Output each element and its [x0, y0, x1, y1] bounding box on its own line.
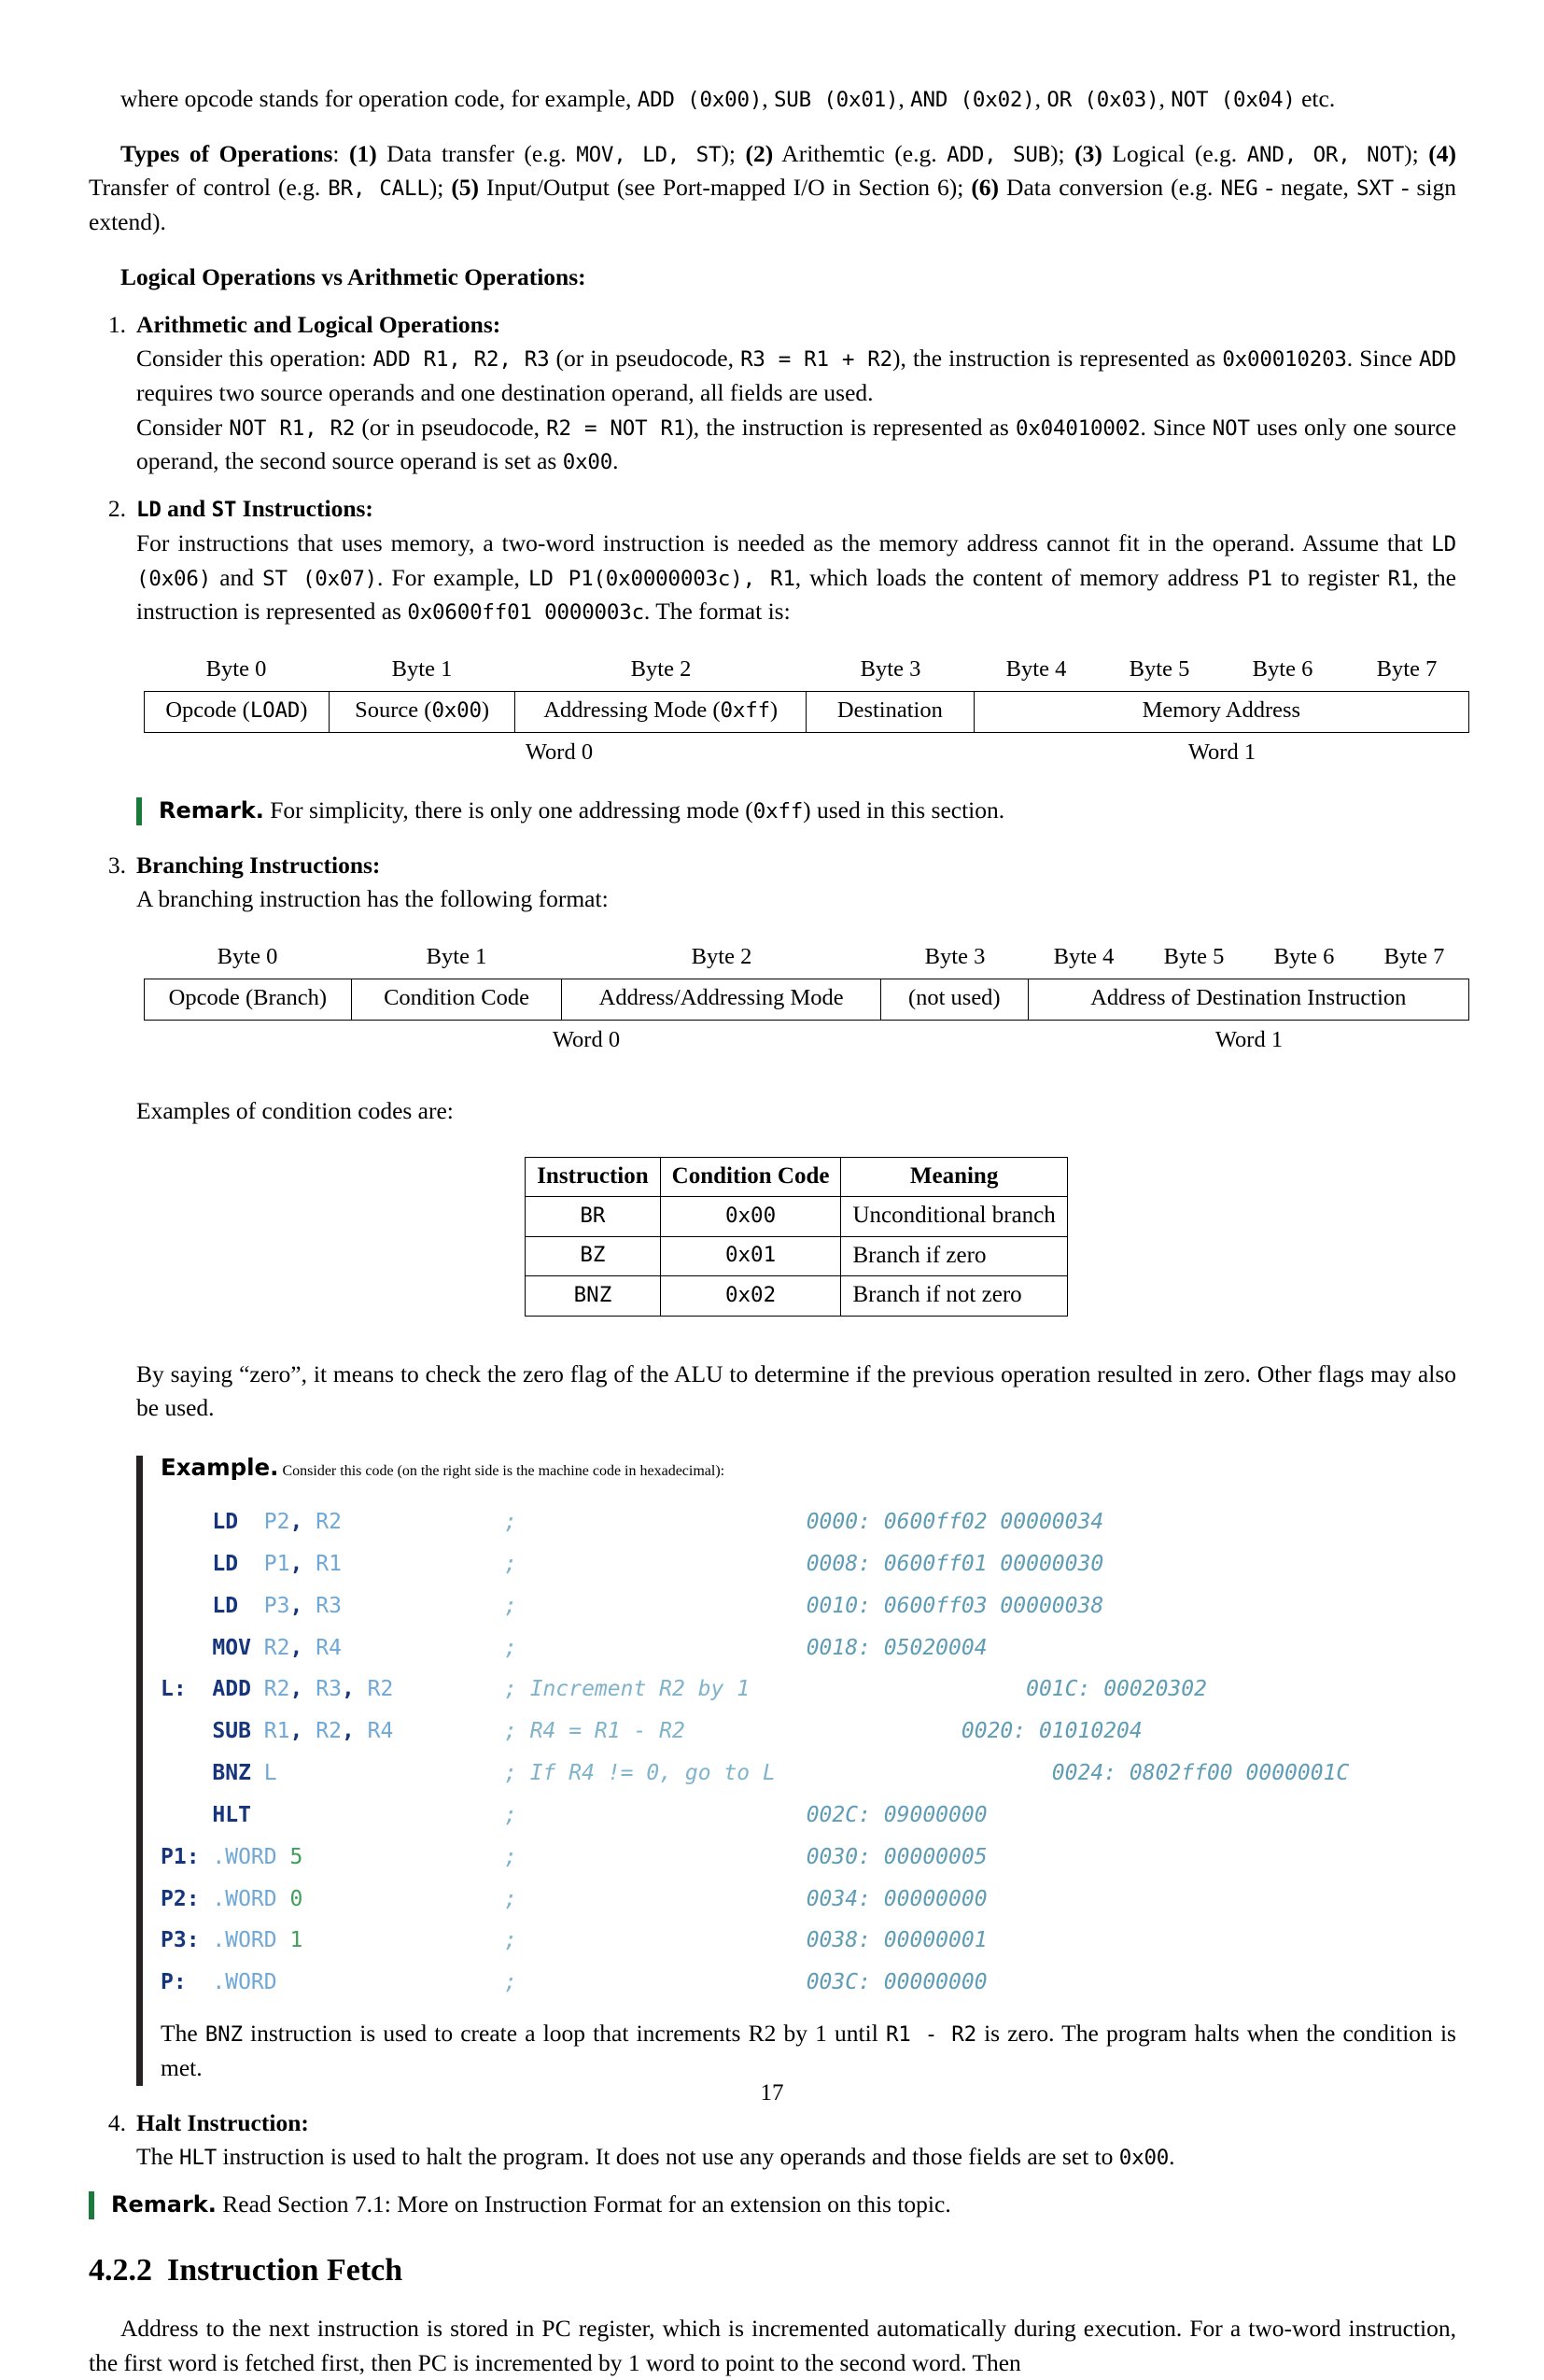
field-not-used: (not used) [881, 979, 1029, 1020]
condition-codes-table [525, 1157, 1068, 1317]
byte-header-row [144, 657, 1469, 691]
field-address-addressing-mode: Address/Addressing Mode [562, 979, 881, 1020]
byte-header-row [144, 945, 1469, 979]
word-label: Word 1 [1187, 739, 1256, 765]
branch-instruction-format-table [136, 945, 1456, 1053]
field-addressing-mode: Addressing Mode (0xff) [515, 692, 807, 732]
list-item-body: A branching instruction has the following format: [136, 885, 609, 913]
byte-header: Byte 6 [1273, 944, 1335, 970]
byte-header: Byte 5 [1163, 944, 1225, 970]
section-heading-instruction-fetch [89, 2250, 1456, 2291]
paragraph-opcode-intro: where opcode stands for operation code, for example, ADD (0x00), SUB (0x01), AND (0x02), OR (0x03), NOT (0x04) etc. [120, 85, 1336, 112]
load-instruction-format-table [136, 657, 1456, 766]
word-label-row [144, 733, 1469, 766]
list-item-body: The HLT instruction is used to halt the program. It does not use any operands and those fields are set to 0x00. [136, 2143, 1175, 2171]
section-title: Instruction Fetch [167, 2252, 403, 2288]
list-item-heading: Halt Instruction: [136, 2108, 309, 2136]
byte-field-row [144, 691, 1469, 733]
example-closing-text: The BNZ instruction is used to create a loop that increments R2 by 1 until R1 - R2 is zero. The program halts when the condition is met. [161, 2020, 1456, 2081]
list-item-body: Consider NOT R1, R2 (or in pseudocode, R2 = NOT R1), the instruction is represented as 0x04010002. Since NOT uses only one source operand, the second source operand is set as 0x00. [136, 413, 1457, 475]
table-row [526, 1197, 1068, 1237]
list-item-arithmetic-logical [89, 308, 1456, 480]
assembly-code-listing: LD P2, R2 ; 0000: 0600ff02 00000034 LD P1, R1 ; 0008: 0600ff01 00000030 LD P3, R3 ; 0010: 0600ff03 00000038 MOV R2, R4 ; 0018: 05020004 L: ADD R2, R3, R2 ; Increment R2 by 1 001C: 00020302 SUB R1, R2, R4 ; R4 = R1 - R2 0020: 01010204 BNZ L ; If R4 != 0, go to L 0024: 0802ff00 0000001C HLT ; 002C: 09000000 P1: .WORD 5 ; 0030: 00000005 P2: .WORD 0 ; 0034: 00000000 P3: .WORD 1 ; 0038: 00000001 P: .WORD ; 003C: 00000000 [161, 1510, 1350, 1995]
paragraph-condition-codes-intro: Examples of condition codes are: [136, 1096, 454, 1124]
example-intro [161, 1454, 1456, 1481]
example-intro-text: Consider this code (on the right side is the machine code in hexadecimal): [278, 1463, 725, 1479]
list-item-ld-st [89, 492, 1456, 848]
cell-meaning: Unconditional branch [841, 1197, 1067, 1237]
list-item-halt [89, 2106, 1456, 2175]
section-number: 4.2.2 [89, 2252, 152, 2288]
page-content [89, 82, 1456, 2380]
paragraph-types-of-operations: Types of Operations: (1) Data transfer (e.g. MOV, LD, ST); (2) Arithemtic (e.g. ADD, SUB); (3) Logical (e.g. AND, OR, NOT); (4) Transfer of control (e.g. BR, CALL); (5) Input/Output (see Port-mapped I/O in Section 6); (6) Data conversion (e.g. NEG - negate, SXT - sign extend). [89, 139, 1457, 236]
list-item-number: 4. [107, 2108, 126, 2136]
field-destination-address: Address of Destination Instruction [1090, 984, 1407, 1010]
word-label: Word 1 [1214, 1026, 1284, 1052]
paragraph-instruction-fetch: Address to the next instruction is stored in PC register, which is incremented automatically during execution. For a two-word instruction, the first word is fetched first, then PC is incremented by 1 word to point to the second word. Then [89, 2314, 1456, 2376]
byte-header: Byte 7 [1383, 944, 1445, 970]
remark-text: Read Section 7.1: More on Instruction Format for an extension on this topic. [216, 2190, 951, 2218]
field-condition-code: Condition Code [352, 979, 563, 1020]
word-label: Word 0 [525, 739, 594, 765]
byte-header: Byte 4 [1005, 656, 1067, 683]
remark-text: For simplicity, there is only one addressing mode (0xff) used in this section. [263, 796, 1005, 824]
cell-condition-code: 0x01 [660, 1236, 841, 1276]
table-header-row [526, 1157, 1068, 1197]
remark-section-reference [89, 2188, 1456, 2222]
list-item-heading: Arithmetic and Logical Operations: [136, 310, 501, 338]
field-destination: Destination [807, 692, 975, 732]
cell-condition-code: 0x02 [660, 1276, 841, 1317]
cell-meaning: Branch if not zero [841, 1276, 1067, 1317]
remark-label: Remark. [159, 796, 264, 824]
cell-instruction: BZ [526, 1236, 660, 1276]
byte-header: Byte 6 [1252, 656, 1313, 683]
heading-logical-vs-arithmetic: Logical Operations vs Arithmetic Operations: [120, 262, 586, 290]
field-opcode-branch: Opcode (Branch) [145, 979, 352, 1020]
remark-label: Remark. [111, 2191, 217, 2218]
field-source: Source (0x00) [330, 692, 516, 732]
byte-header: Byte 5 [1129, 656, 1190, 683]
byte-header: Byte 0 [205, 656, 267, 683]
byte-header: Byte 2 [630, 656, 692, 683]
cell-condition-code: 0x00 [660, 1197, 841, 1237]
byte-header: Byte 0 [217, 944, 278, 970]
instruction-list [89, 308, 1456, 2175]
table-body [526, 1197, 1068, 1317]
example-label: Example. [161, 1454, 279, 1481]
column-header-instruction: Instruction [526, 1157, 660, 1197]
byte-header: Byte 2 [691, 944, 752, 970]
cell-instruction: BNZ [526, 1276, 660, 1317]
byte-field-row [144, 979, 1469, 1021]
word-label: Word 0 [552, 1026, 621, 1052]
list-item-number: 3. [107, 851, 126, 879]
byte-header: Byte 7 [1376, 656, 1438, 683]
list-item-body: Consider this operation: ADD R1, R2, R3 (or in pseudocode, R3 = R1 + R2), the instruction is represented as 0x00010203. Since ADD requires two source operands and one destination operand, all fields are used. [136, 345, 1456, 407]
paragraph-zero-flag: By saying “zero”, it means to check the zero flag of the ALU to determine if the previous operation resulted in zero. Other flags may also be used. [136, 1359, 1456, 1422]
byte-header: Byte 1 [426, 944, 487, 970]
byte-header: Byte 3 [924, 944, 986, 970]
cell-instruction: BR [526, 1197, 660, 1237]
byte-header: Byte 1 [391, 656, 453, 683]
byte-header: Byte 3 [860, 656, 921, 683]
list-item-number: 2. [107, 495, 126, 523]
table-row [526, 1276, 1068, 1317]
example-callout [136, 1454, 1456, 2086]
table-row [526, 1236, 1068, 1276]
remark-addressing-mode [136, 794, 1456, 828]
list-item-branching [89, 849, 1456, 2106]
list-item-number: 1. [107, 310, 126, 338]
list-item-heading: Branching Instructions: [136, 851, 381, 879]
column-header-meaning: Meaning [841, 1157, 1067, 1197]
list-item-heading: LD and ST Instructions: [136, 495, 373, 523]
word-label-row [144, 1021, 1469, 1053]
list-item-body: For instructions that uses memory, a two-word instruction is needed as the memory address cannot fit in the operand. Assume that LD (0x06) and ST (0x07). For example, LD P1(0x0000003c), R1, which loads the content of memory address P1 to register R1, the instruction is represented as 0x0600ff01 0000003c. The format is: [136, 528, 1456, 626]
column-header-condition-code: Condition Code [660, 1157, 841, 1197]
page-number: 17 [760, 2080, 784, 2105]
byte-header: Byte 4 [1053, 944, 1115, 970]
field-memory-address: Memory Address [1142, 697, 1301, 723]
cell-meaning: Branch if zero [841, 1236, 1067, 1276]
field-opcode: Opcode (LOAD) [145, 692, 330, 732]
